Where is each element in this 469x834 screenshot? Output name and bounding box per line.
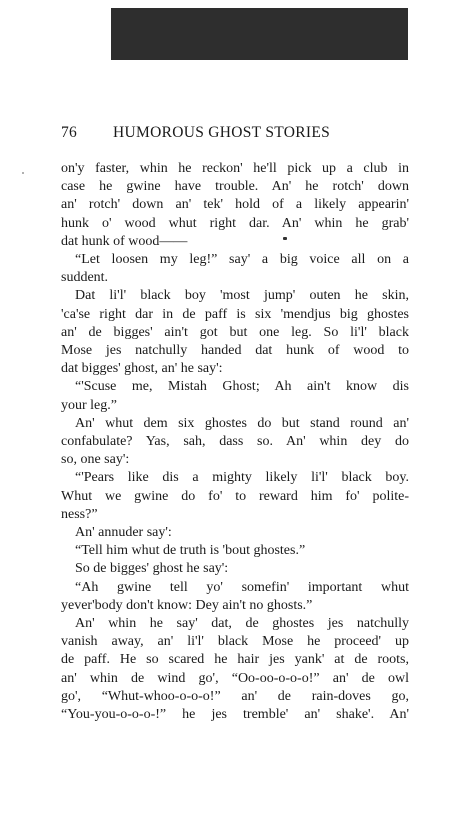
text-line: go', “Whut-whoo-o-o-o!” an' de rain-doves go, <box>61 688 409 704</box>
text-line: so, one say': <box>61 452 130 468</box>
text-line: An' whin he say' dat, de ghostes jes natchully <box>75 616 409 632</box>
text-line: ness?” <box>61 506 98 522</box>
text-line: your leg.” <box>61 397 117 413</box>
text-line: “Let loosen my leg!” say' a big voice all on a <box>75 252 409 268</box>
text-line: So de bigges' ghost he say': <box>75 561 229 577</box>
text-line: “You-you-o-o-o-!” he jes tremble' an' shake'. An' <box>61 707 409 723</box>
redaction-bar <box>111 8 408 60</box>
margin-speck <box>22 172 24 174</box>
text-line: “'Pears like dis a mighty likely li'l' black boy. <box>75 470 409 486</box>
text-line: 'ca'se right dar in de paff is six 'mendjus big ghostes <box>61 306 409 322</box>
text-line: An' annuder say': <box>75 525 172 541</box>
text-line: an' de bigges' ain't got but one leg. So li'l' black <box>61 324 409 340</box>
text-line: Mose jes natchully handed dat hunk of wood to <box>61 343 409 359</box>
text-line: confabulate? Yas, sah, dass so. An' whin dey do <box>61 434 409 450</box>
running-header <box>61 124 421 142</box>
text-line: suddent. <box>61 270 109 286</box>
text-line: de paff. He so scared he hair jes yank' at de roots, <box>61 652 409 668</box>
body-text <box>61 160 409 724</box>
text-line: Whut we gwine do fo' to reward him fo' polite- <box>61 488 409 504</box>
text-line: case he gwine have trouble. An' he rotch' down <box>61 179 409 195</box>
text-line: Dat li'l' black boy 'most jump' outen he skin, <box>75 288 409 304</box>
text-line: yever'body don't know: Dey ain't no ghosts.” <box>61 597 313 613</box>
text-line: “'Scuse me, Mistah Ghost; Ah ain't know dis <box>75 379 409 395</box>
text-line: dat bigges' ghost, an' he say': <box>61 361 223 377</box>
text-line: “Tell him whut de truth is 'bout ghostes.” <box>75 543 306 559</box>
text-line: hunk o' wood whut right dar. An' whin he grab' <box>61 215 409 231</box>
running-head-title: HUMOROUS GHOST STORIES <box>113 124 331 141</box>
text-line: vanish away, an' li'l' black Mose he proceed' up <box>61 634 409 650</box>
text-line: on'y faster, whin he reckon' he'll pick up a club in <box>61 161 409 176</box>
text-line: “Ah gwine tell yo' somefin' important whut <box>75 579 409 595</box>
text-line: an' rotch' down an' tek' hold of a likely appearin' <box>61 197 409 213</box>
text-line: an' whin de wind go', “Oo-oo-o-o-o!” an' de owl <box>61 670 409 686</box>
text-line: dat hunk of wood—— <box>61 233 188 249</box>
page-number: 76 <box>61 124 78 141</box>
text-line: An' whut dem six ghostes do but stand round an' <box>75 415 409 431</box>
